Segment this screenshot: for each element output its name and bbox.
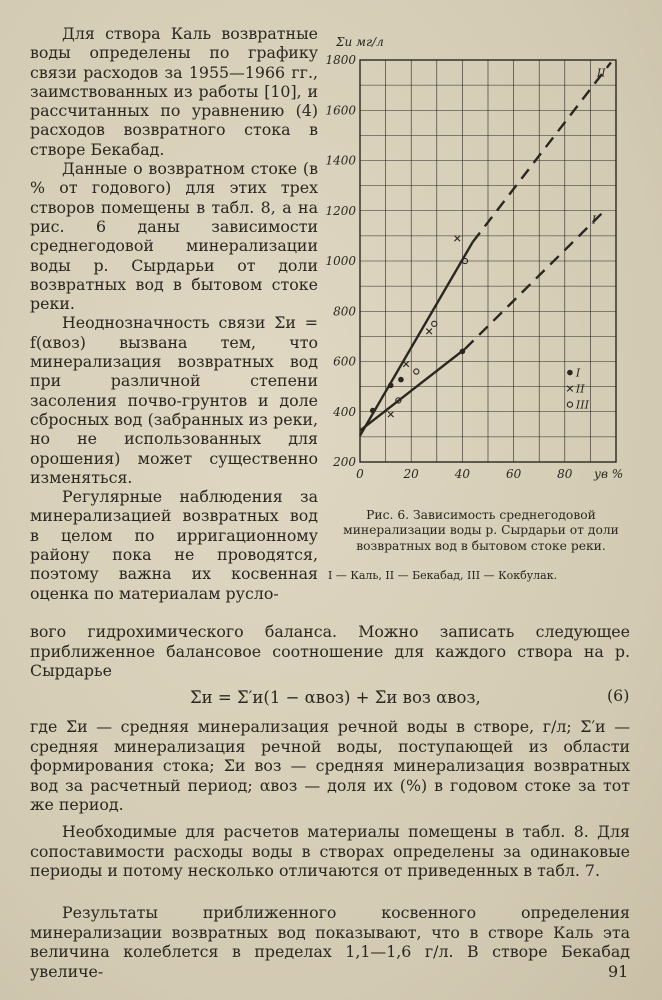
line-end-label: II: [596, 66, 606, 80]
x-tick-label: 80: [557, 467, 573, 481]
left-column-text: [30, 24, 318, 603]
x-axis-label: ув %: [594, 467, 624, 481]
x-tick-label: 20: [403, 467, 419, 481]
data-point-i: [398, 377, 404, 383]
y-tick-label: 1600: [325, 103, 356, 118]
legend-label: II: [575, 382, 585, 396]
legend-label: III: [575, 398, 589, 412]
y-tick-label: 1400: [325, 153, 356, 168]
y-axis-label: Σи мг/л: [336, 35, 384, 49]
paragraph-block: [30, 903, 630, 981]
figure-caption: Рис. 6. Зависимость среднегодовой минерализации воды р. Сырдарьи от доли возвратных вод в бытовом стоке реки.: [343, 508, 619, 553]
page-number: 91: [608, 962, 629, 981]
legend-marker-i: [567, 370, 573, 376]
y-tick-label: 800: [333, 304, 356, 319]
legend-label: I: [575, 366, 581, 380]
data-point-i: [388, 383, 394, 389]
data-point-i: [370, 408, 376, 414]
data-point-i: [460, 349, 466, 355]
paragraph: вого гидрохимического баланса. Можно записать следующее приближенное балансовое соотношение для каждого створа на р. Сырдарье: [30, 622, 630, 681]
data-point-ii: [426, 329, 432, 335]
paragraph-block: [30, 822, 630, 881]
x-tick-label: 60: [505, 467, 522, 481]
equation-number: (6): [607, 686, 630, 705]
x-tick-label: 0: [356, 467, 364, 481]
y-tick-label: 1800: [325, 53, 356, 67]
paragraph: Данные о возвратном стоке (в % от годового) для этих трех створов помещены в табл. 8, а на рис. 6 даны зависимости среднегодовой минерализации воды р. Сырдарьи от доли возвратных вод в бытовом стоке реки.: [30, 159, 318, 314]
figure-6-chart: [318, 30, 648, 510]
paragraph: где Σ̄и — средняя минерализация речной воды в створе, г/л; Σ̄′и — средняя минерализация речной воды, поступающей из области формирования стока; Σ̄и воз — средняя минерализация возвратных вод за расчетный период; αвоз — доля их (%) в годовом стоке за тот же период.: [30, 717, 630, 815]
continued-paragraph: [30, 622, 630, 681]
data-point-iii: [432, 321, 437, 326]
line-end-label: I: [591, 213, 597, 227]
paragraph: Регулярные наблюдения за минерализацией возвратных вод в целом по ирригационному району пока не проводятся, поэтому важна их косвенная оценка по материалам русло-: [30, 487, 318, 603]
data-point-ii: [388, 411, 394, 417]
equation-6: Σ̄и = Σ̄′и(1 − αвоз) + Σ̄и воз αвоз,: [190, 688, 481, 707]
legend-marker-iii: [567, 402, 572, 407]
y-tick-label: 400: [333, 404, 356, 419]
y-tick-label: 200: [333, 455, 356, 469]
regression-line-i: [360, 349, 465, 431]
y-tick-label: 1200: [325, 203, 356, 218]
definitions-paragraph: [30, 717, 630, 815]
paragraph: Для створа Каль возвратные воды определены по графику связи расходов за 1955—1966 гг., заимствованных из работы [10], и рассчитанных по уравнению (4) расходов возвратного стока в створе Бекабад.: [30, 24, 318, 159]
figure-legend: I — Каль, II — Бекабад, III — Кокбулак.: [328, 569, 558, 582]
y-tick-label: 1000: [325, 254, 356, 268]
x-tick-label: 40: [454, 467, 471, 481]
regression-line-i: [465, 209, 606, 348]
paragraph: Результаты приближенного косвенного определения минерализации возвратных вод показывают, что в створе Каль эта величина колеблется в пределах 1,1—1,6 г/л. В створе Бекабад увеличе-: [30, 903, 630, 981]
data-point-ii: [403, 361, 409, 367]
paragraph: Необходимые для расчетов материалы помещены в табл. 8. Для сопоставимости расходы воды в створах определены за одинаковые периоды и потому несколько отличаются от приведенных в табл. 7.: [30, 822, 630, 881]
regression-line-ii: [360, 242, 473, 435]
paragraph: Неоднозначность связи Σ̄и = f(αвоз) вызвана тем, что минерализация возвратных вод при различной степени засоления почво-грунтов и доле сбросных вод (забранных из реки, но не использованных для орошения) может существенно изменяться.: [30, 313, 318, 487]
y-tick-label: 600: [333, 354, 356, 369]
data-point-ii: [454, 236, 460, 242]
data-point-iii: [414, 369, 419, 374]
